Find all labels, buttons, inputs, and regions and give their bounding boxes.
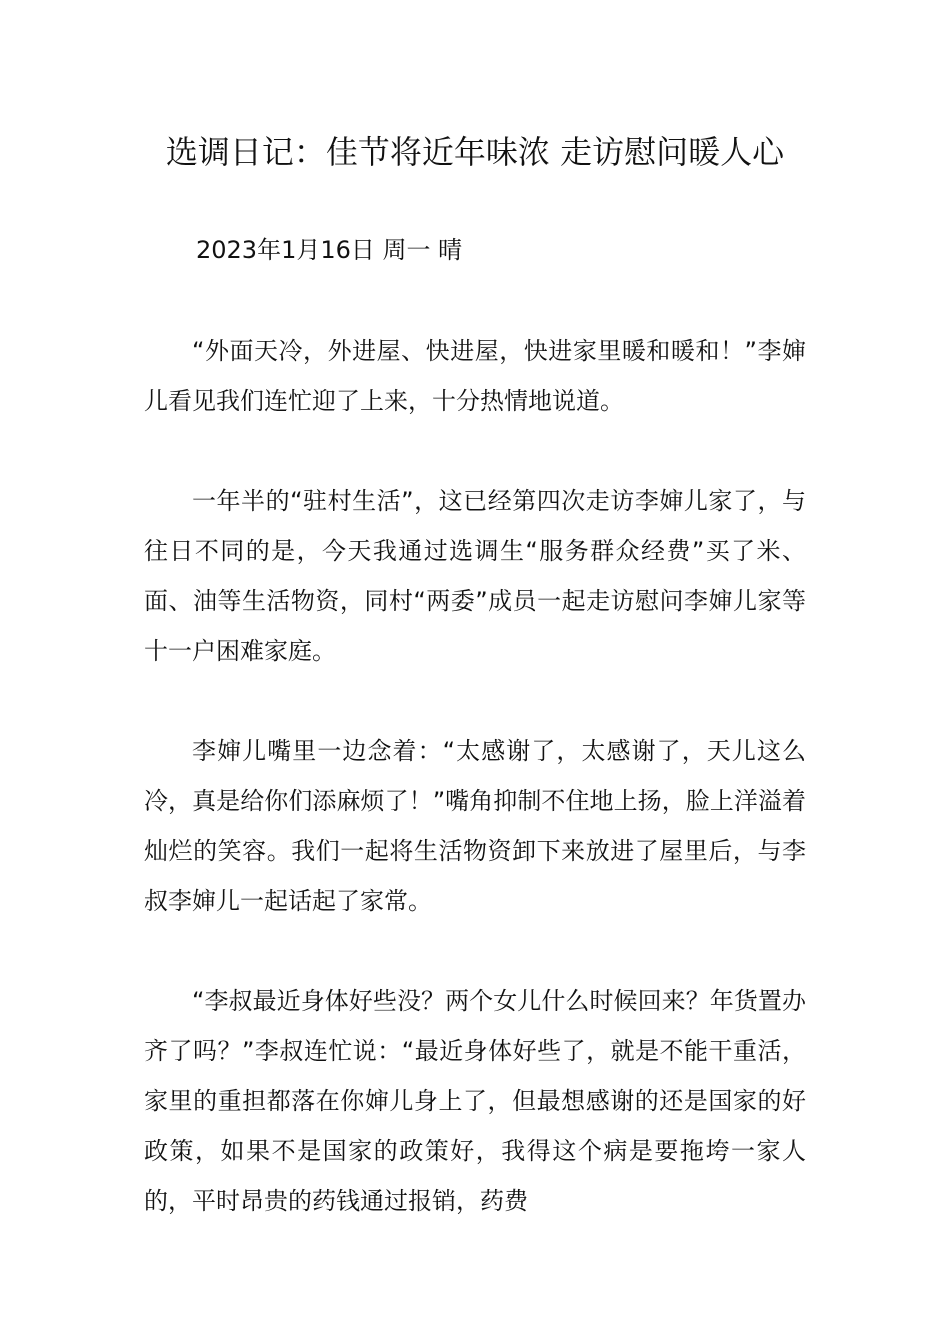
paragraph: 一年半的“驻村生活”，这已经第四次走访李婶儿家了，与往日不同的是，今天我通过选调生“服务群众经费”买了米、面、油等生活物资，同村“两委”成员一起走访慰问李婶儿家等十一户困难家庭。: [144, 487, 806, 665]
paragraph: 李婶儿嘴里一边念着：“太感谢了，太感谢了，天儿这么冷，真是给你们添麻烦了！”嘴角抑制不住地上扬，脸上洋溢着灿烂的笑容。我们一起将生活物资卸下来放进了屋里后，与李叔李婶儿一起话起了家常。: [144, 737, 806, 915]
paragraph: “李叔最近身体好些没？两个女儿什么时候回来？年货置办齐了吗？”李叔连忙说：“最近身体好些了，就是不能干重活，家里的重担都落在你婶儿身上了，但最想感谢的还是国家的好政策，如果不是国家的政策好，我得这个病是要拖垮一家人的，平时昂贵的药钱通过报销，药费: [144, 987, 806, 1215]
paragraph: “外面天冷，外进屋、快进屋，快进家里暖和暖和！”李婶儿看见我们连忙迎了上来，十分热情地说道。: [144, 337, 806, 415]
document-title: 选调日记：佳节将近年味浓 走访慰问暖人心: [165, 133, 785, 171]
document-body: [144, 326, 806, 1276]
dateline: 2023年1月16日 周一 晴: [196, 236, 463, 264]
